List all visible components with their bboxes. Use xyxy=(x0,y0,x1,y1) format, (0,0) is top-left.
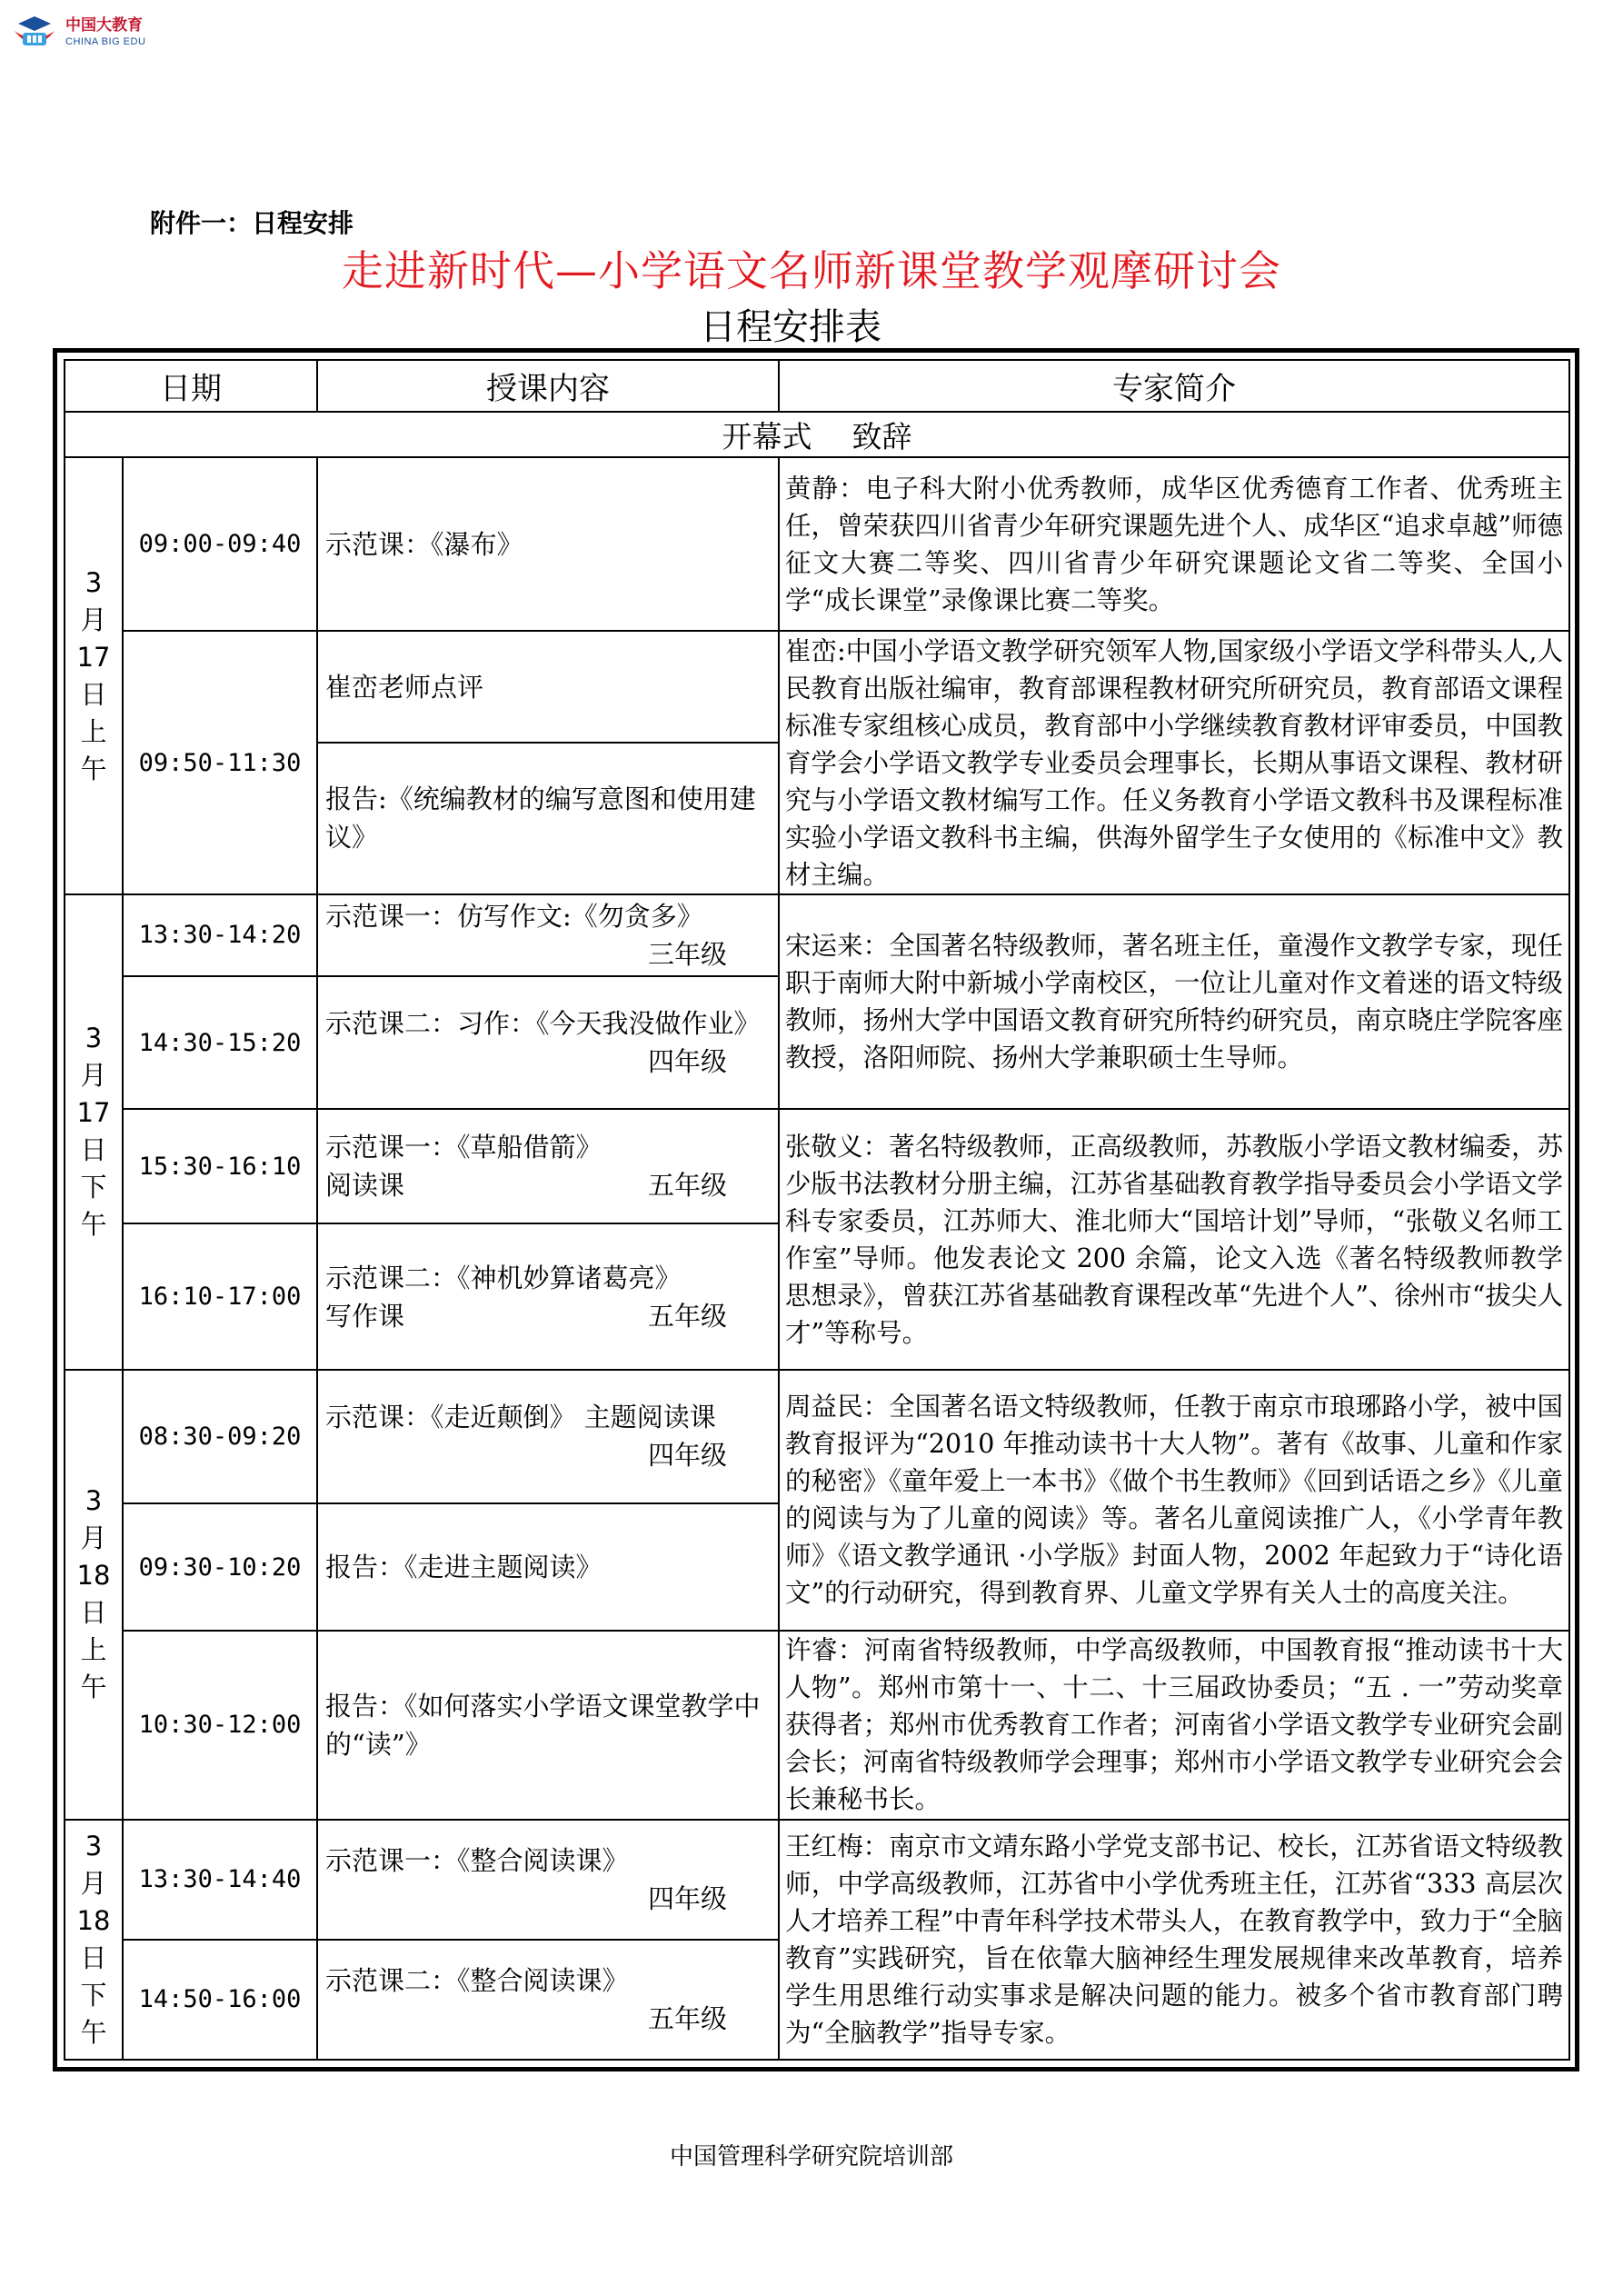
opening-ceremony: 开幕式 xyxy=(722,418,812,454)
content-cell: 示范课一：《整合阅读课》 四年级 xyxy=(317,1820,779,1940)
header-row xyxy=(65,360,1569,412)
page-subtitle: 日程安排表 xyxy=(700,306,881,348)
time-cell: 10:30-12:00 xyxy=(123,1631,317,1819)
bio-cell-zhouyimin: 周益民：全国著名语文特级教师，任教于南京市琅琊路小学，被中国教育报评为“2010 年推动读书十大人物”。著有《故事、儿童和作家的秘密》《童年爱上一本书》《做个书生教师》《回到话语之乡》《儿童的阅读与为了儿童的阅读》等。著名儿童阅读推广人，《小学青年教师》《语文教学通讯 ·小学版》封面人物，2002 年起致力于“诗化语文”的行动研究，得到教育界、儿童文学界有关人士的高度关注。 xyxy=(779,1370,1569,1631)
bio-cell-huangjing: 黄静：电子科大附小优秀教师，成华区优秀德育工作者、优秀班主任，曾荣获四川省青少年研究课题先进个人、成华区“追求卓越”师德征文大赛二等奖、四川省青少年研究课题论文省二等奖、全国小学“成长课堂”录像课比赛二等奖。 xyxy=(779,457,1569,631)
header-content: 授课内容 xyxy=(317,360,779,412)
table-row xyxy=(65,1370,1569,1503)
bio-cell-wanghongmei: 王红梅：南京市文靖东路小学党支部书记、校长，江苏省语文特级教师，中学高级教师，江苏省中小学优秀班主任，江苏省“333 高层次人才培养工程”中青年科学技术带头人，在教育教学中，致力于“全脑教育”实践研究，旨在依靠大脑神经生理发展规律来改革教育，培养学生用思维行动实事求是解决问题的能力。被多个省市教育部门聘为“全脑教学”指导专家。 xyxy=(779,1820,1569,2061)
time-cell: 09:00-09:40 xyxy=(123,457,317,631)
content-cell: 示范课二：《神机妙算诸葛亮》 写作课 五年级 xyxy=(317,1223,779,1369)
header-bio: 专家简介 xyxy=(779,360,1569,412)
table-row xyxy=(65,1109,1569,1223)
time-cell: 13:30-14:20 xyxy=(123,894,317,976)
opening-speech: 致辞 xyxy=(851,418,912,454)
table-row xyxy=(65,457,1569,631)
time-cell: 15:30-16:10 xyxy=(123,1109,317,1223)
logo-cn-text: 中国大教育 xyxy=(65,16,143,35)
time-cell: 09:50-11:30 xyxy=(123,631,317,893)
table-row xyxy=(65,894,1569,976)
content-cell: 示范课一：仿写作文:《勿贪多》 三年级 xyxy=(317,894,779,976)
page-title: 走进新时代—小学语文名师新课堂教学观摩研讨会 xyxy=(342,246,1281,295)
logo xyxy=(9,13,145,53)
date-cell-day1-pm: 3 月 17 日 下 午 xyxy=(65,894,123,1370)
bio-cell-xurui: 许睿：河南省特级教师，中学高级教师，中国教育报“推动读书十大人物”。郑州市第十一、十二、十三届政协委员；“五 . 一”劳动奖章获得者；郑州市优秀教育工作者；河南省小学语文教学专业研究会副会长；河南省特级教师学会理事；郑州市小学语文教学专业研究会会长兼秘书长。 xyxy=(779,1631,1569,1819)
time-cell: 14:50-16:00 xyxy=(123,1940,317,2060)
content-cell: 报告：《如何落实小学语文课堂教学中的“读”》 xyxy=(317,1631,779,1819)
time-cell: 09:30-10:20 xyxy=(123,1503,317,1631)
date-cell-day2-pm: 3 月 18 日 下 午 xyxy=(65,1820,123,2061)
content-cell: 崔峦老师点评 xyxy=(317,631,779,742)
opening-cell xyxy=(65,412,1569,457)
header-date: 日期 xyxy=(65,360,317,412)
content-cell: 示范课：《瀑布》 xyxy=(317,457,779,631)
content-cell: 示范课二：习作：《今天我没做作业》 四年级 xyxy=(317,976,779,1109)
content-cell: 示范课二：《整合阅读课》 五年级 xyxy=(317,1940,779,2060)
bio-cell-zhangjingyi: 张敬义：著名特级教师，正高级教师，苏教版小学语文教材编委，苏少版书法教材分册主编，江苏省基础教育教学指导委员会小学语文学科专家委员，江苏师大、淮北师大“国培计划”导师，“张敬义名师工作室”导师。他发表论文 200 余篇，论文入选《著名特级教师教学思想录》，曾获江苏省基础教育课程改革“先进个人”、徐州市“拔尖人才”等称号。 xyxy=(779,1109,1569,1369)
content-cell: 示范课：《走近颠倒》 主题阅读课 四年级 xyxy=(317,1370,779,1503)
table-row xyxy=(65,631,1569,742)
page-footer: 中国管理科学研究院培训部 xyxy=(669,2143,953,2171)
bio-cell-cuiluan: 崔峦:中国小学语文教学研究领军人物,国家级小学语文学科带头人,人民教育出版社编审，教育部课程教材研究所研究员，教育部语文课程标准专家组核心成员，教育部中小学继续教育教材评审委员，中国教育学会小学语文教学专业委员会理事长，长期从事语文课程、教材研究与小学语文教材编写工作。任义务教育小学语文教科书及课程标准实验小学语文教科书主编，供海外留学生子女使用的《标准中文》教材主编。 xyxy=(779,631,1569,893)
schedule-table xyxy=(64,359,1570,2061)
time-cell: 08:30-09:20 xyxy=(123,1370,317,1503)
china-big-edu-logo-icon xyxy=(9,13,60,53)
content-cell: 报告：《走进主题阅读》 xyxy=(317,1503,779,1631)
time-cell: 16:10-17:00 xyxy=(123,1223,317,1369)
date-cell-day2-am: 3 月 18 日 上 午 xyxy=(65,1370,123,1820)
attachment-label: 附件一：日程安排 xyxy=(150,208,354,238)
time-cell: 13:30-14:40 xyxy=(123,1820,317,1940)
time-cell: 14:30-15:20 xyxy=(123,976,317,1109)
date-cell-day1-am: 3 月 17 日 上 午 xyxy=(65,457,123,894)
content-cell: 示范课一：《草船借箭》 阅读课 五年级 xyxy=(317,1109,779,1223)
logo-en-text: CHINA BIG EDU xyxy=(65,36,146,47)
bio-cell-songyunlai: 宋运来：全国著名特级教师，著名班主任，童漫作文教学专家，现任职于南师大附中新城小学南校区，一位让儿童对作文着迷的语文特级教师，扬州大学中国语文教育研究所特约研究员，南京晓庄学院客座教授，洛阳师院、扬州大学兼职硕士生导师。 xyxy=(779,894,1569,1109)
table-row xyxy=(65,1820,1569,1940)
content-cell: 报告:《统编教材的编写意图和使用建议》 xyxy=(317,743,779,894)
table-row xyxy=(65,1631,1569,1819)
opening-row xyxy=(65,412,1569,457)
